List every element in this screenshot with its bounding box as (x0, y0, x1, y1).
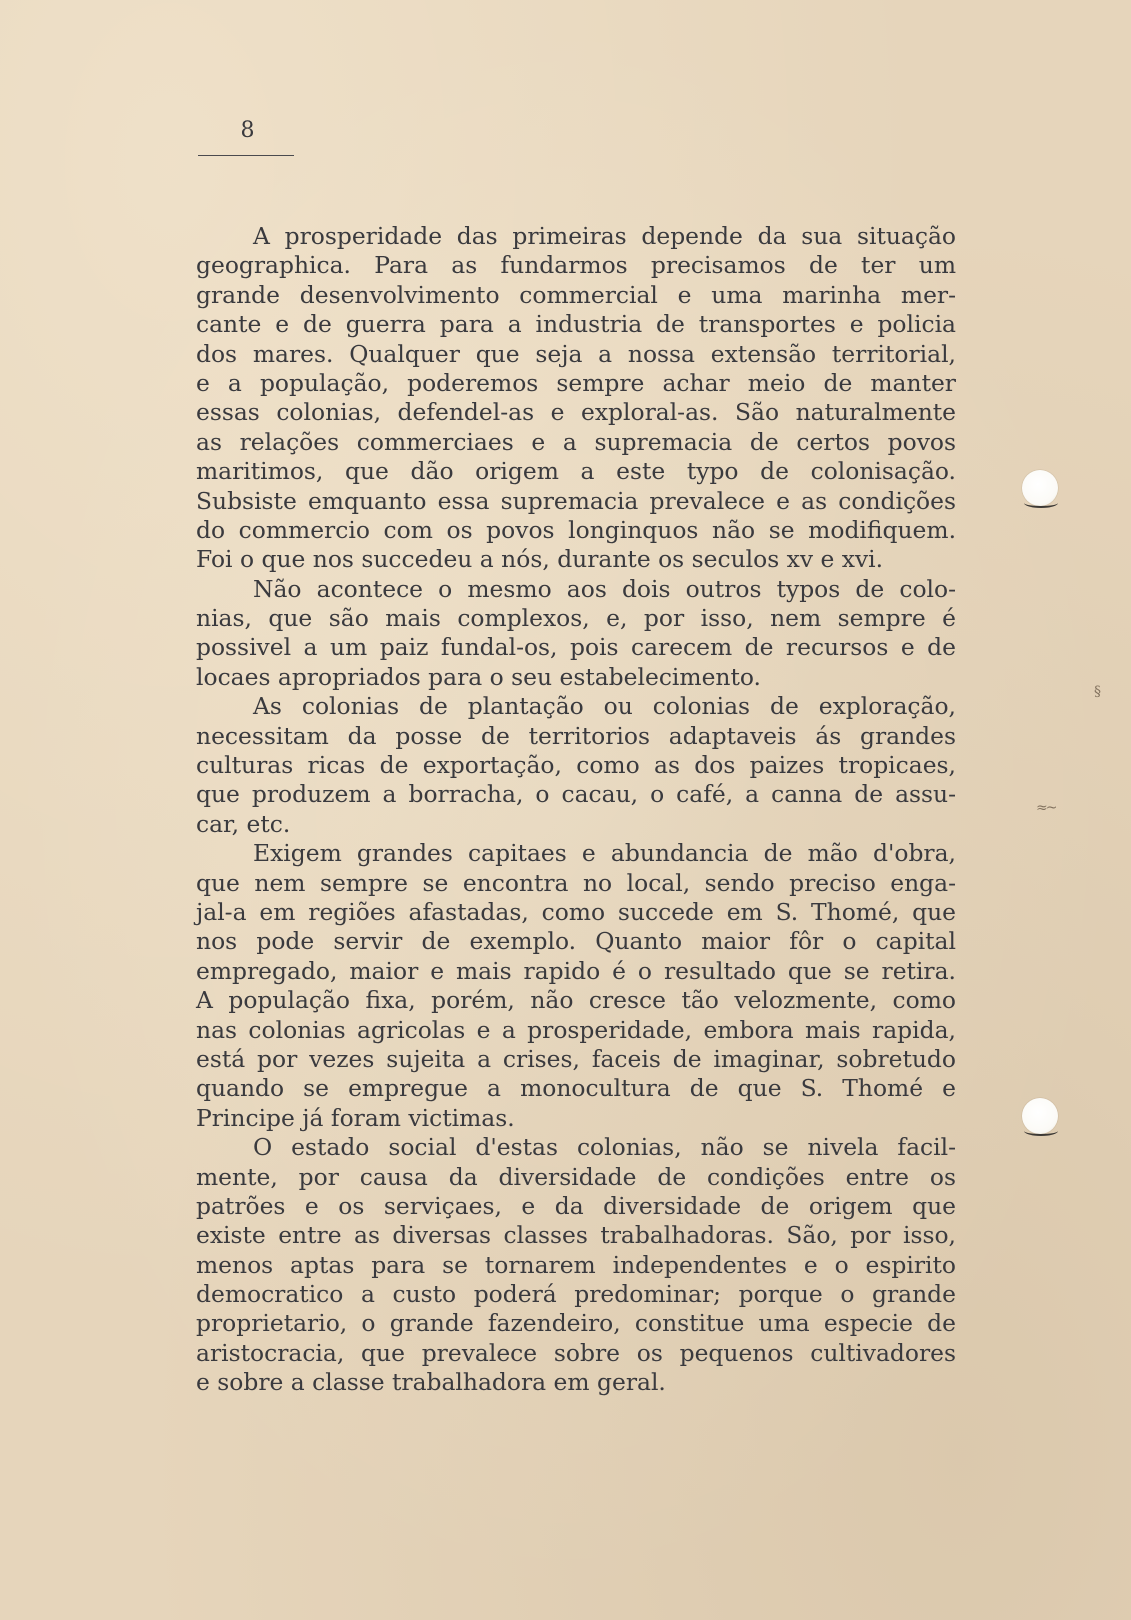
page-number: 8 (240, 118, 256, 143)
text-line: Principe já foram victimas. (196, 1103, 515, 1132)
punch-hole-top-shadow (1024, 498, 1058, 508)
text-line: empregado, maior e mais rapido é o resultado que se retira. (196, 956, 956, 985)
text-line: car, etc. (196, 809, 291, 838)
text-line: culturas ricas de exportação, como as dos paizes tropicaes, (196, 751, 956, 780)
text-line: Exigem grandes capitaes e abundancia de mão d'obra, (253, 839, 956, 868)
text-line: maritimos, que dão origem a este typo de colonisação. (196, 457, 956, 486)
text-line: patrões e os serviçaes, e da diversidade de origem que (196, 1191, 956, 1220)
page-number-rule (198, 155, 294, 156)
text-line: mente, por causa da diversidade de condições entre os (196, 1162, 956, 1191)
text-line: geographica. Para as fundarmos precisamos de ter um (196, 251, 956, 280)
text-line: O estado social d'estas colonias, não se nivela facil- (253, 1133, 956, 1162)
text-line: aristocracia, que prevalece sobre os pequenos cultivadores (196, 1338, 956, 1367)
text-line: democratico a custo poderá predominar; porque o grande (196, 1280, 956, 1309)
body-text (196, 222, 956, 1398)
punch-hole-bottom-shadow (1024, 1126, 1058, 1136)
text-line: está por vezes sujeita a crises, faceis de imaginar, sobretudo (196, 1044, 956, 1073)
text-line: possivel a um paiz fundal-os, pois carecem de recursos e de (196, 633, 956, 662)
text-line: e a população, poderemos sempre achar meio de manter (196, 368, 956, 397)
text-line: A prosperidade das primeiras depende da sua situação (253, 222, 956, 250)
margin-stain-mark: § (1094, 684, 1101, 700)
text-line: Foi o que nos succedeu a nós, durante os seculos xv e xvi. (196, 545, 884, 574)
text-line: necessitam da posse de territorios adaptaveis ás grandes (196, 721, 956, 750)
text-line: As colonias de plantação ou colonias de exploração, (253, 692, 956, 721)
text-line: as relações commerciaes e a supremacia de certos povos (196, 427, 956, 456)
text-line: locaes apropriados para o seu estabelecimento. (196, 662, 761, 691)
text-line: dos mares. Qualquer que seja a nossa extensão territorial, (196, 339, 956, 368)
text-line: Não acontece o mesmo aos dois outros typos de colo- (253, 574, 956, 603)
text-line: nias, que são mais complexos, e, por isso, nem sempre é (196, 604, 956, 633)
text-line: cante e de guerra para a industria de transportes e policia (196, 310, 956, 339)
text-line: Subsiste emquanto essa supremacia prevalece e as condições (196, 486, 956, 515)
text-line: nas colonias agricolas e a prosperidade, embora mais rapida, (196, 1015, 956, 1044)
text-line: grande desenvolvimento commercial e uma marinha mer- (196, 280, 956, 309)
text-line: essas colonias, defendel-as e exploral-as. São naturalmente (196, 398, 956, 427)
text-line: existe entre as diversas classes trabalhadoras. São, por isso, (196, 1221, 956, 1250)
text-line: e sobre a classe trabalhadora em geral. (196, 1368, 666, 1397)
text-line: nos pode servir de exemplo. Quanto maior fôr o capital (196, 927, 956, 956)
text-line: quando se empregue a monocultura de que S. Thomé e (196, 1074, 956, 1103)
margin-scratch-mark: ≈~ (1036, 800, 1056, 816)
text-line: menos aptas para se tornarem independentes e o espirito (196, 1250, 956, 1279)
text-line: do commercio com os povos longinquos não se modifiquem. (196, 515, 956, 544)
text-line: proprietario, o grande fazendeiro, constitue uma especie de (196, 1309, 956, 1338)
text-line: jal-a em regiões afastadas, como succede em S. Thomé, que (196, 897, 956, 926)
text-line: que produzem a borracha, o cacau, o café, a canna de assu- (196, 780, 956, 809)
text-line: que nem sempre se encontra no local, sendo preciso enga- (196, 868, 956, 897)
text-line: A população fixa, porém, não cresce tão velozmente, como (196, 986, 956, 1015)
